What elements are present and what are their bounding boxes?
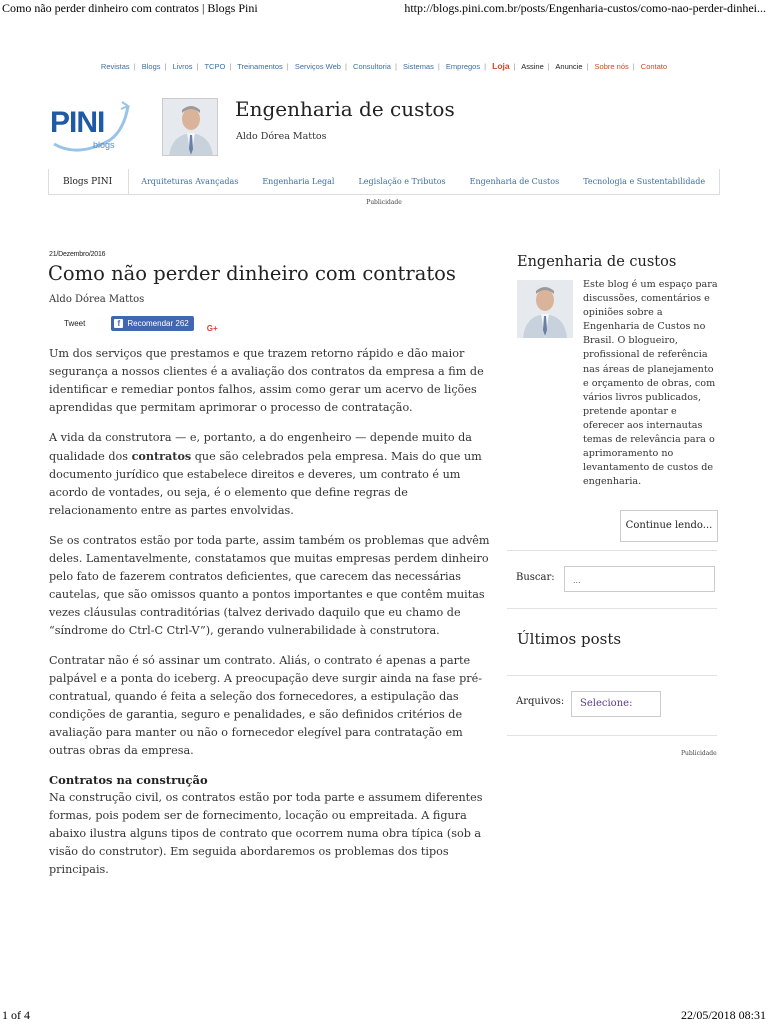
nav-revistas[interactable]: Revistas [100, 62, 130, 71]
author-portrait-icon [517, 280, 573, 338]
nav-assine[interactable]: Assine [521, 62, 544, 71]
article-paragraph: Um dos serviços que prestamos e que trazem retorno rápido e dão maior segurança a nossos clientes é a avaliação dos contratos da empresa a fim de identificar e remediar pontos falhos, assim como gerar um acervo de lições aprendidas que permitam aprimorar o processo de contratação. [49, 347, 484, 414]
nav-tcpo[interactable]: TCPO [204, 62, 226, 71]
divider [507, 550, 717, 551]
logo-sub: blogs [93, 140, 115, 150]
post-author: Aldo Dórea Mattos [49, 294, 145, 305]
print-page-number: 1 of 4 [2, 1008, 30, 1022]
nav-separator: | [632, 62, 635, 71]
facebook-icon: f [114, 319, 123, 328]
nav-separator: | [286, 62, 289, 71]
print-header [0, 0, 768, 18]
nav-separator: | [229, 62, 232, 71]
article-paragraph [49, 429, 495, 520]
print-footer [0, 1006, 768, 1024]
post-title: Como não perder dinheiro com contratos [48, 262, 456, 285]
nav-separator: | [394, 62, 397, 71]
sidebar-title: Engenharia de custos [517, 254, 677, 270]
sidebar-author-photo [517, 280, 573, 338]
blog-author: Aldo Dórea Mattos [236, 131, 327, 142]
nav-separator: | [344, 62, 347, 71]
print-datetime: 22/05/2018 08:31 [680, 1008, 766, 1022]
author-photo [162, 98, 218, 156]
article-text: A vida da construtora — e, portanto, a do engenheiro — depende muito da qualidade dos [49, 431, 472, 463]
nav-blogs[interactable]: Blogs [141, 62, 161, 71]
continue-reading-button[interactable]: Continue lendo... [620, 510, 718, 542]
catnav-item[interactable]: Legislação e Tributos [358, 177, 446, 186]
nav-sobre-nos[interactable]: Sobre nós [594, 62, 629, 71]
top-nav [48, 61, 720, 71]
archive-label: Arquivos: [516, 696, 565, 707]
search-input[interactable]: ... [564, 566, 715, 592]
article-paragraph: Se os contratos estão por toda parte, assim também os problemas que advêm deles. Lamentavelmente, constatamos que muitas empresas perdem dinheiro pelo fato de fazerem contratos deficientes, que carecem das necessárias cautelas, que são omissos quanto a pontos importantes e que contêm muitas vezes cláusulas contraditórias (talvez derivado daquilo que eu chamo de “síndrome do Ctrl-C Ctrl-V”), gerando vulnerabilidade à construtora. [49, 534, 490, 637]
blog-title[interactable]: Engenharia de custos [235, 97, 455, 121]
ad-label-top: Publicidade [366, 199, 402, 206]
nav-contato[interactable]: Contato [640, 62, 668, 71]
section-heading: Contratos na construção [49, 773, 208, 787]
nav-separator: | [484, 62, 487, 71]
archive-select[interactable]: Selecione: [571, 691, 661, 717]
facebook-recommend-label: Recomendar 262 [127, 318, 189, 328]
nav-treinamentos[interactable]: Treinamentos [237, 62, 283, 71]
nav-separator: | [437, 62, 440, 71]
facebook-recommend-button[interactable] [111, 316, 193, 331]
divider [507, 735, 717, 736]
pini-blogs-logo[interactable] [48, 100, 130, 158]
divider [507, 608, 717, 609]
search-label: Buscar: [516, 572, 555, 583]
logo-text: PINI [50, 106, 105, 139]
catnav-item[interactable]: Engenharia de Custos [469, 177, 560, 186]
article-text: que são celebrados pela empresa. Mais do que um documento jurídico que estabelece direitos e deveres, um contrato é um acordo de vontades, ou seja, é o elemento que define regras de relacionamento entre as partes envolvidas. [49, 450, 482, 517]
print-page-title: Como não perder dinheiro com contratos | Blogs Pini [2, 1, 258, 15]
nav-separator: | [547, 62, 550, 71]
catnav-item[interactable]: Arquiteturas Avançadas [141, 177, 239, 186]
nav-servicos-web[interactable]: Serviços Web [294, 62, 341, 71]
sidebar-description: Este blog é um espaço para discussões, comentários e opiniões sobre a Engenharia de Custos no Brasil. O blogueiro, profissional de referência nas áreas de planejamento e orçamento de obras, com vários livros publicados, pretende apontar e oferecer aos internautas temas de relevância para o aprimoramento no levantamento de custos de engenharia. [583, 279, 718, 488]
nav-separator: | [133, 62, 136, 71]
share-bar [64, 314, 218, 332]
article-body [49, 345, 495, 891]
latest-posts-title: Últimos posts [517, 630, 622, 648]
post-date: 21/Dezembro/2016 [49, 251, 106, 258]
catnav-item[interactable]: Engenharia Legal [262, 177, 335, 186]
article-paragraph: Contratar não é só assinar um contrato. Aliás, o contrato é apenas a parte palpável e a ponta do iceberg. A preocupação deve surgir ainda na fase pré-contratual, quando é feita a seleção dos fornecedores, a estipulação das condições de garantia, seguro e penalidades, e são definidos critérios de avaliação para manter ou não o fornecedor elegível para contratação em outras obras da empresa. [49, 654, 483, 757]
nav-separator: | [513, 62, 516, 71]
contratos-link[interactable]: contratos [131, 449, 192, 463]
nav-anuncie[interactable]: Anuncie [555, 62, 583, 71]
nav-livros[interactable]: Livros [172, 62, 193, 71]
ad-label-side: Publicidade [681, 750, 717, 757]
nav-sistemas[interactable]: Sistemas [403, 62, 434, 71]
nav-separator: | [586, 62, 589, 71]
nav-empregos[interactable]: Empregos [445, 62, 481, 71]
google-plus-button[interactable]: G+ [206, 323, 218, 333]
nav-separator: | [164, 62, 167, 71]
tweet-button[interactable]: Tweet [64, 318, 86, 328]
print-url: http://blogs.pini.com.br/posts/Engenharia-custos/como-nao-perder-dinhei... [404, 1, 766, 15]
article-paragraph: Na construção civil, os contratos estão por toda parte e assumem diferentes formas, pois podem ser de fornecimento, locação ou empreitada. A figura abaixo ilustra alguns tipos de contrato que ocorrem numa obra típica (sob a visão do construtor). Em seguida abordaremos os problemas dos tipos principais. [49, 791, 483, 876]
nav-loja[interactable]: Loja [492, 61, 510, 71]
catnav-item[interactable]: Tecnologia e Sustentabilidade [583, 177, 706, 186]
category-nav [48, 169, 720, 195]
nav-consultoria[interactable]: Consultoria [353, 62, 391, 71]
nav-separator: | [196, 62, 199, 71]
divider [507, 675, 717, 676]
author-portrait-icon [163, 99, 218, 156]
catnav-blogs-pini[interactable]: Blogs PINI [49, 169, 129, 195]
